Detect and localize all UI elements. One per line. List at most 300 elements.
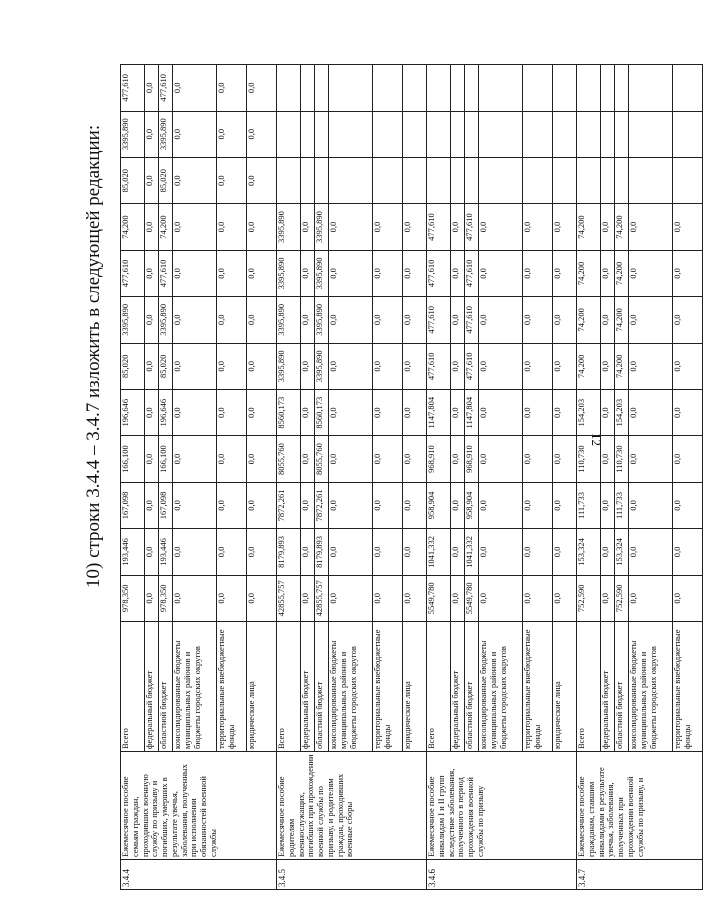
amount-cell: 0,0 <box>145 575 159 621</box>
amount-cell <box>577 157 601 203</box>
funding-source: федеральный бюджет <box>301 622 315 752</box>
amount-cell: 0,0 <box>145 250 159 296</box>
amount-cell: 0,0 <box>479 529 523 575</box>
amount-cell: 85,020 <box>159 157 173 203</box>
amount-cell <box>553 157 577 203</box>
amount-cell: 0,0 <box>629 250 673 296</box>
amount-cell: 978,350 <box>121 575 145 621</box>
funding-source: федеральный бюджет <box>145 622 159 752</box>
funding-source: территориальные внебюджетные фонды <box>217 622 247 752</box>
amount-cell: 153,324 <box>615 529 629 575</box>
amount-cell: 0,0 <box>629 343 673 389</box>
amount-cell <box>601 157 615 203</box>
amount-cell: 0,0 <box>301 436 315 482</box>
amount-cell <box>479 65 523 112</box>
amount-cell: 0,0 <box>329 297 373 343</box>
amount-cell: 0,0 <box>217 482 247 528</box>
amount-cell: 958,904 <box>427 482 451 528</box>
amount-cell <box>427 65 451 112</box>
amount-cell: 0,0 <box>479 204 523 250</box>
table-row <box>121 65 145 890</box>
amount-cell <box>329 65 373 112</box>
amount-cell: 0,0 <box>217 575 247 621</box>
amount-cell: 3395,890 <box>277 250 301 296</box>
amount-cell: 0,0 <box>403 297 427 343</box>
amount-cell: 0,0 <box>673 297 703 343</box>
amount-cell <box>277 157 301 203</box>
funding-source: областной бюджет <box>615 622 629 752</box>
amount-cell: 0,0 <box>629 575 673 621</box>
amount-cell: 167,098 <box>159 482 173 528</box>
amount-cell: 0,0 <box>247 575 277 621</box>
amount-cell: 477,610 <box>121 250 145 296</box>
amount-cell: 0,0 <box>301 250 315 296</box>
amount-cell: 477,610 <box>159 65 173 112</box>
amount-cell: 0,0 <box>373 250 403 296</box>
amount-cell: 0,0 <box>373 436 403 482</box>
amount-cell: 0,0 <box>629 529 673 575</box>
row-title: Ежемесячное пособие инвалидам I и II групп вследствие заболевания, полученного в период прохождения военной службы по призыву <box>427 752 577 860</box>
amount-cell <box>301 157 315 203</box>
amount-cell: 477,610 <box>465 343 479 389</box>
amount-cell: 0,0 <box>173 529 217 575</box>
amount-cell: 0,0 <box>553 297 577 343</box>
amount-cell: 1041,332 <box>465 529 479 575</box>
amount-cell: 0,0 <box>301 297 315 343</box>
amount-cell <box>301 111 315 157</box>
funding-source: консолидированные бюджеты муниципальных районов и бюджеты городских округов <box>173 622 217 752</box>
amount-cell: 477,610 <box>427 297 451 343</box>
amount-cell: 0,0 <box>301 575 315 621</box>
amount-cell: 85,020 <box>121 157 145 203</box>
amount-cell <box>601 65 615 112</box>
amount-cell <box>315 65 329 112</box>
amount-cell: 0,0 <box>145 111 159 157</box>
amount-cell: 74,200 <box>577 343 601 389</box>
amount-cell: 74,200 <box>615 250 629 296</box>
amount-cell: 0,0 <box>329 482 373 528</box>
amount-cell <box>553 65 577 112</box>
amount-cell: 0,0 <box>173 482 217 528</box>
row-title: Ежемесячное пособие родителям военнослужащих, погибших при прохождении военной службы по призыву, и родителям граждан, проходивших военные сборы <box>277 752 427 860</box>
row-title: Ежемесячное пособие гражданам, ставшим инвалидами в результате увечья, заболевания, полученных при прохождении военной службы по призыву, и <box>577 752 703 860</box>
amount-cell: 0,0 <box>329 250 373 296</box>
amount-cell <box>373 111 403 157</box>
amount-cell: 0,0 <box>217 297 247 343</box>
amount-cell: 0,0 <box>373 529 403 575</box>
funding-source: Всего <box>427 622 451 752</box>
amount-cell: 110,730 <box>615 436 629 482</box>
amount-cell: 477,610 <box>121 65 145 112</box>
amount-cell: 0,0 <box>247 157 277 203</box>
amount-cell: 0,0 <box>301 343 315 389</box>
amount-cell: 477,610 <box>465 297 479 343</box>
amount-cell: 978,350 <box>159 575 173 621</box>
amount-cell: 0,0 <box>217 65 247 112</box>
amount-cell <box>479 157 523 203</box>
amount-cell: 8179,893 <box>277 529 301 575</box>
amount-cell: 111,733 <box>577 482 601 528</box>
amount-cell: 0,0 <box>173 436 217 482</box>
amount-cell: 8055,760 <box>315 436 329 482</box>
amount-cell: 42855,757 <box>315 575 329 621</box>
amount-cell: 0,0 <box>601 297 615 343</box>
table-row <box>427 65 451 890</box>
amount-cell: 0,0 <box>145 436 159 482</box>
page-number: 12 <box>589 433 604 446</box>
page-heading: 10) строки 3.4.4 – 3.4.7 изложить в следующей редакции: <box>83 124 104 588</box>
amount-cell: 196,646 <box>159 389 173 435</box>
amount-cell <box>673 65 703 112</box>
amount-cell <box>427 157 451 203</box>
funding-source: консолидированные бюджеты муниципальных районов и бюджеты городских округов <box>329 622 373 752</box>
amount-cell: 968,910 <box>427 436 451 482</box>
amount-cell: 0,0 <box>673 436 703 482</box>
amount-cell: 0,0 <box>451 575 465 621</box>
amount-cell: 0,0 <box>329 575 373 621</box>
amount-cell <box>451 111 465 157</box>
amount-cell: 74,200 <box>615 343 629 389</box>
amount-cell <box>577 111 601 157</box>
funding-source: юридические лица <box>403 622 427 752</box>
amount-cell: 0,0 <box>523 389 553 435</box>
amount-cell: 0,0 <box>403 482 427 528</box>
amount-cell: 752,590 <box>615 575 629 621</box>
amount-cell: 477,610 <box>427 204 451 250</box>
amount-cell: 0,0 <box>145 343 159 389</box>
amount-cell: 0,0 <box>673 389 703 435</box>
table-row <box>577 65 601 890</box>
funding-source: территориальные внебюджетные фонды <box>523 622 553 752</box>
amount-cell: 0,0 <box>523 575 553 621</box>
amount-cell: 0,0 <box>479 436 523 482</box>
amount-cell: 0,0 <box>479 389 523 435</box>
amount-cell: 5549,780 <box>427 575 451 621</box>
amount-cell <box>373 65 403 112</box>
row-code: 3.4.4 <box>121 860 277 890</box>
amount-cell: 0,0 <box>247 389 277 435</box>
amount-cell: 196,646 <box>121 389 145 435</box>
amount-cell: 0,0 <box>329 389 373 435</box>
amount-cell <box>403 111 427 157</box>
amount-cell: 968,910 <box>465 436 479 482</box>
amount-cell <box>277 65 301 112</box>
amount-cell: 0,0 <box>601 529 615 575</box>
amount-cell: 0,0 <box>553 204 577 250</box>
amount-cell <box>673 157 703 203</box>
amount-cell <box>673 111 703 157</box>
amount-cell: 3395,890 <box>315 250 329 296</box>
amount-cell: 3395,890 <box>315 343 329 389</box>
amount-cell: 1147,804 <box>465 389 479 435</box>
amount-cell: 0,0 <box>373 343 403 389</box>
amount-cell: 3395,890 <box>277 343 301 389</box>
amount-cell: 0,0 <box>217 436 247 482</box>
amount-cell <box>403 65 427 112</box>
amount-cell <box>427 111 451 157</box>
row-title: Ежемесячное пособие семьям граждан, проходивших военную службу по призыву и погибших, умерших в результате увечья, заболевания, полученных при исполнении обязанностей военной службы <box>121 752 277 860</box>
amount-cell: 0,0 <box>329 204 373 250</box>
amount-cell: 0,0 <box>451 297 465 343</box>
amount-cell: 0,0 <box>451 529 465 575</box>
amount-cell: 0,0 <box>247 482 277 528</box>
amount-cell: 0,0 <box>173 250 217 296</box>
amount-cell: 0,0 <box>403 389 427 435</box>
amount-cell <box>479 111 523 157</box>
amount-cell: 0,0 <box>173 297 217 343</box>
amount-cell <box>601 111 615 157</box>
funding-source: юридические лица <box>553 622 577 752</box>
amount-cell: 3395,890 <box>159 111 173 157</box>
amount-cell <box>315 111 329 157</box>
amount-cell: 477,610 <box>427 343 451 389</box>
amount-cell: 0,0 <box>403 343 427 389</box>
amount-cell: 0,0 <box>553 482 577 528</box>
amount-cell: 752,590 <box>577 575 601 621</box>
amount-cell: 0,0 <box>329 529 373 575</box>
table-row <box>277 65 301 890</box>
amount-cell: 0,0 <box>217 157 247 203</box>
amount-cell: 3395,890 <box>315 204 329 250</box>
amount-cell: 8560,173 <box>277 389 301 435</box>
amount-cell: 3395,890 <box>121 111 145 157</box>
amount-cell: 477,610 <box>427 250 451 296</box>
amount-cell: 0,0 <box>145 204 159 250</box>
amount-cell <box>465 111 479 157</box>
amount-cell: 74,200 <box>121 204 145 250</box>
amount-cell: 7872,261 <box>277 482 301 528</box>
row-code: 3.4.6 <box>427 860 577 890</box>
amount-cell: 0,0 <box>601 250 615 296</box>
amount-cell: 0,0 <box>451 389 465 435</box>
amount-cell: 0,0 <box>673 343 703 389</box>
amount-cell: 0,0 <box>451 482 465 528</box>
amount-cell: 477,610 <box>159 250 173 296</box>
amount-cell: 0,0 <box>523 250 553 296</box>
amount-cell: 0,0 <box>247 436 277 482</box>
amount-cell: 0,0 <box>247 204 277 250</box>
funding-source: территориальные внебюджетные фонды <box>373 622 403 752</box>
amount-cell: 0,0 <box>601 204 615 250</box>
amount-cell: 0,0 <box>217 343 247 389</box>
amount-cell: 0,0 <box>629 436 673 482</box>
amount-cell: 3395,890 <box>159 297 173 343</box>
funding-source: Всего <box>121 622 145 752</box>
amount-cell: 0,0 <box>173 111 217 157</box>
amount-cell <box>553 111 577 157</box>
amount-cell: 0,0 <box>601 436 615 482</box>
amount-cell: 1147,804 <box>427 389 451 435</box>
amount-cell: 0,0 <box>247 529 277 575</box>
amount-cell: 74,200 <box>615 297 629 343</box>
amount-cell: 0,0 <box>373 389 403 435</box>
amount-cell: 167,098 <box>121 482 145 528</box>
amount-cell: 0,0 <box>247 343 277 389</box>
budget-table-container <box>120 64 692 890</box>
amount-cell: 0,0 <box>479 575 523 621</box>
amount-cell: 74,200 <box>577 204 601 250</box>
amount-cell: 0,0 <box>523 343 553 389</box>
amount-cell: 0,0 <box>601 482 615 528</box>
amount-cell <box>451 65 465 112</box>
amount-cell: 0,0 <box>301 529 315 575</box>
amount-cell: 0,0 <box>553 529 577 575</box>
amount-cell: 0,0 <box>329 436 373 482</box>
amount-cell: 0,0 <box>673 529 703 575</box>
amount-cell <box>329 157 373 203</box>
amount-cell: 0,0 <box>217 250 247 296</box>
amount-cell: 0,0 <box>373 575 403 621</box>
amount-cell: 0,0 <box>629 297 673 343</box>
amount-cell: 0,0 <box>403 250 427 296</box>
amount-cell: 3395,890 <box>277 204 301 250</box>
amount-cell: 110,730 <box>577 436 601 482</box>
amount-cell: 193,446 <box>159 529 173 575</box>
funding-source: консолидированные бюджеты муниципальных районов и бюджеты городских округов <box>479 622 523 752</box>
amount-cell: 0,0 <box>553 343 577 389</box>
amount-cell <box>577 65 601 112</box>
budget-table <box>120 64 703 890</box>
amount-cell: 0,0 <box>173 389 217 435</box>
amount-cell: 154,203 <box>577 389 601 435</box>
amount-cell: 0,0 <box>247 111 277 157</box>
amount-cell: 0,0 <box>301 204 315 250</box>
funding-source: Всего <box>277 622 301 752</box>
amount-cell: 0,0 <box>247 250 277 296</box>
amount-cell: 477,610 <box>465 250 479 296</box>
amount-cell: 0,0 <box>173 343 217 389</box>
amount-cell <box>629 65 673 112</box>
amount-cell <box>403 157 427 203</box>
amount-cell: 0,0 <box>145 65 159 112</box>
amount-cell <box>629 111 673 157</box>
amount-cell: 1041,332 <box>427 529 451 575</box>
amount-cell: 0,0 <box>523 482 553 528</box>
amount-cell: 3395,890 <box>277 297 301 343</box>
amount-cell: 0,0 <box>173 204 217 250</box>
amount-cell: 0,0 <box>629 389 673 435</box>
funding-source: областной бюджет <box>315 622 329 752</box>
amount-cell <box>465 65 479 112</box>
amount-cell: 0,0 <box>217 389 247 435</box>
amount-cell <box>465 157 479 203</box>
amount-cell: 74,200 <box>159 204 173 250</box>
amount-cell: 0,0 <box>479 343 523 389</box>
amount-cell: 85,020 <box>121 343 145 389</box>
amount-cell: 0,0 <box>479 297 523 343</box>
funding-source: Всего <box>577 622 601 752</box>
amount-cell <box>629 157 673 203</box>
amount-cell: 0,0 <box>403 529 427 575</box>
amount-cell: 0,0 <box>553 389 577 435</box>
amount-cell: 0,0 <box>523 436 553 482</box>
funding-source: областной бюджет <box>465 622 479 752</box>
amount-cell: 0,0 <box>145 482 159 528</box>
amount-cell: 0,0 <box>329 343 373 389</box>
funding-source: территориальные внебюджетные фонды <box>673 622 703 752</box>
amount-cell: 0,0 <box>301 482 315 528</box>
amount-cell: 0,0 <box>403 204 427 250</box>
amount-cell: 0,0 <box>145 297 159 343</box>
amount-cell: 0,0 <box>601 389 615 435</box>
amount-cell: 0,0 <box>673 482 703 528</box>
amount-cell <box>329 111 373 157</box>
amount-cell <box>523 111 553 157</box>
amount-cell: 0,0 <box>145 529 159 575</box>
amount-cell: 0,0 <box>247 65 277 112</box>
amount-cell: 0,0 <box>523 529 553 575</box>
amount-cell: 166,100 <box>159 436 173 482</box>
amount-cell: 0,0 <box>217 204 247 250</box>
amount-cell: 8560,173 <box>315 389 329 435</box>
amount-cell: 3395,890 <box>315 297 329 343</box>
amount-cell: 0,0 <box>403 436 427 482</box>
funding-source: областной бюджет <box>159 622 173 752</box>
amount-cell: 0,0 <box>145 157 159 203</box>
amount-cell <box>615 65 629 112</box>
amount-cell: 0,0 <box>173 65 217 112</box>
amount-cell: 0,0 <box>217 111 247 157</box>
amount-cell: 0,0 <box>523 204 553 250</box>
row-code: 3.4.5 <box>277 860 427 890</box>
amount-cell: 0,0 <box>373 297 403 343</box>
amount-cell: 0,0 <box>373 204 403 250</box>
amount-cell: 0,0 <box>145 389 159 435</box>
amount-cell <box>451 157 465 203</box>
amount-cell: 0,0 <box>373 482 403 528</box>
amount-cell: 0,0 <box>601 575 615 621</box>
amount-cell: 958,904 <box>465 482 479 528</box>
amount-cell: 0,0 <box>451 250 465 296</box>
amount-cell: 3395,890 <box>121 297 145 343</box>
amount-cell: 0,0 <box>629 482 673 528</box>
amount-cell: 0,0 <box>629 204 673 250</box>
amount-cell: 0,0 <box>479 482 523 528</box>
amount-cell: 74,200 <box>615 204 629 250</box>
amount-cell: 0,0 <box>673 250 703 296</box>
amount-cell: 0,0 <box>247 297 277 343</box>
funding-source: федеральный бюджет <box>451 622 465 752</box>
amount-cell: 5549,780 <box>465 575 479 621</box>
amount-cell <box>523 157 553 203</box>
amount-cell: 154,203 <box>615 389 629 435</box>
amount-cell: 0,0 <box>523 297 553 343</box>
amount-cell: 0,0 <box>553 575 577 621</box>
amount-cell: 193,446 <box>121 529 145 575</box>
row-code: 3.4.7 <box>577 860 703 890</box>
amount-cell <box>615 157 629 203</box>
amount-cell: 0,0 <box>673 204 703 250</box>
amount-cell: 0,0 <box>173 575 217 621</box>
amount-cell <box>615 111 629 157</box>
funding-source: консолидированные бюджеты муниципальных районов и бюджеты городских округов <box>629 622 673 752</box>
amount-cell: 0,0 <box>403 575 427 621</box>
amount-cell: 0,0 <box>451 436 465 482</box>
amount-cell: 42855,757 <box>277 575 301 621</box>
amount-cell: 0,0 <box>673 575 703 621</box>
amount-cell <box>301 65 315 112</box>
amount-cell: 0,0 <box>451 204 465 250</box>
amount-cell: 0,0 <box>479 250 523 296</box>
amount-cell: 8055,760 <box>277 436 301 482</box>
amount-cell: 153,324 <box>577 529 601 575</box>
amount-cell: 85,020 <box>159 343 173 389</box>
amount-cell: 0,0 <box>553 436 577 482</box>
amount-cell: 477,610 <box>465 204 479 250</box>
funding-source: федеральный бюджет <box>601 622 615 752</box>
amount-cell: 166,100 <box>121 436 145 482</box>
amount-cell: 74,200 <box>577 250 601 296</box>
